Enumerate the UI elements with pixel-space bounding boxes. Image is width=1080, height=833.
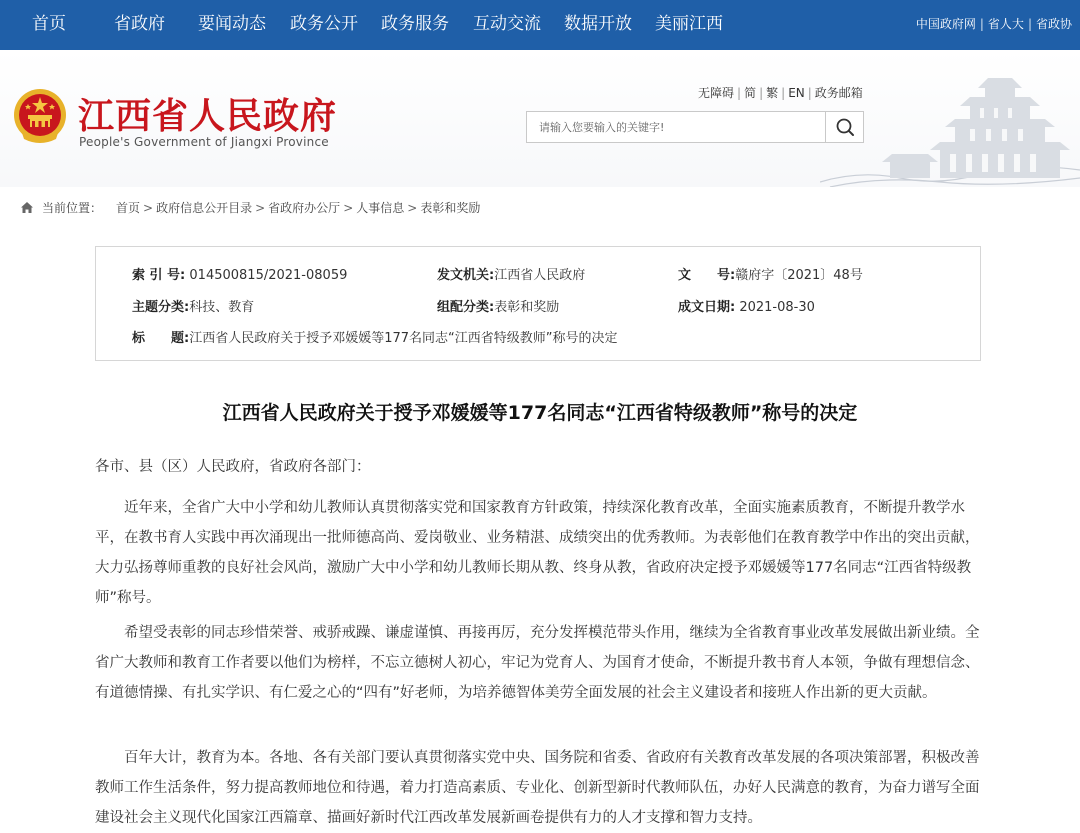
meta-issuer-value: 江西省人民政府 <box>494 268 586 283</box>
breadcrumb-item-office[interactable]: 省政府办公厅 <box>268 201 341 215</box>
meta-title <box>132 327 618 346</box>
meta-category-value: 表彰和奖励 <box>494 300 560 315</box>
breadcrumb-item-home[interactable]: 首页 <box>116 201 141 215</box>
nav-item-provincial-government[interactable]: 省政府 <box>114 14 165 34</box>
link-accessibility[interactable]: 无障碍 <box>698 86 735 100</box>
meta-topic-label: 主题分类: <box>132 300 190 315</box>
home-icon <box>20 201 34 214</box>
meta-topic <box>132 296 254 315</box>
breadcrumb: 当前位置： 首页 > 政府信息公开目录 > 省政府办公厅 > 人事信息 > 表彰和奖励 <box>20 199 480 216</box>
nav-item-home[interactable]: 首页 <box>32 14 66 34</box>
link-provincial-congress[interactable]: 省人大 <box>987 17 1024 31</box>
top-nav-bar <box>0 0 1080 50</box>
site-title[interactable]: 江西省人民政府 <box>78 96 338 137</box>
link-gov-mail[interactable]: 政务邮箱 <box>814 86 863 100</box>
meta-issuer-label: 发文机关: <box>437 268 495 283</box>
link-china-gov[interactable]: 中国政府网 <box>915 17 976 31</box>
article-paragraph-3: 百年大计，教育为本。各地、各有关部门要认真贯彻落实党中央、国务院和省委、省政府有关教育改革发展的各项决策部署，积极改善教师工作生活条件，努力提高教师地位和待遇，着力打造高素质、专业化、创新型新时代教师队伍，办好人民满意的教育，为奋力谱写全面建设社会主义现代化国家江西篇章、描画好新时代江西改革发展新画卷提供有力的人才支撑和智力支持。 <box>95 750 980 826</box>
link-provincial-cppcc[interactable]: 省政协 <box>1035 17 1072 31</box>
article-title: 江西省人民政府关于授予邓媛媛等177名同志“江西省特级教师”称号的决定 <box>222 402 858 424</box>
national-emblem-icon[interactable] <box>12 87 68 147</box>
site-subtitle: People's Government of Jiangxi Province <box>79 135 329 149</box>
nav-item-interaction[interactable]: 互动交流 <box>473 14 541 34</box>
meta-index <box>132 264 347 283</box>
meta-category <box>437 296 559 315</box>
article-paragraph-1: 近年来，全省广大中小学和幼儿教师认真贯彻落实党和国家教育方针政策，持续深化教育改革，全面实施素质教育，不断提升教学水平，在教书育人实践中再次涌现出一批师德高尚、爱岗敬业、业务精湛、成绩突出的优秀教师。为表彰他们在教育教学中作出的突出贡献，大力弘扬尊师重教的良好社会风尚，激励广大中小学和幼儿教师长期从教、终身从教，省政府决定授予邓媛媛等177名同志“江西省特级教师”称号。 <box>95 500 980 606</box>
link-english[interactable]: EN <box>788 86 805 100</box>
utility-links: 无障碍 | 简 | 繁 | EN | 政务邮箱 <box>698 86 863 100</box>
meta-title-label: 标 题: <box>132 331 190 346</box>
nav-item-beautiful-jiangxi[interactable]: 美丽江西 <box>655 14 723 34</box>
meta-docno-label: 文 号: <box>678 268 736 283</box>
meta-date <box>678 296 815 315</box>
breadcrumb-item-awards[interactable]: 表彰和奖励 <box>420 201 481 215</box>
nav-item-news[interactable]: 要闻动态 <box>198 14 266 34</box>
breadcrumb-item-catalog[interactable]: 政府信息公开目录 <box>156 201 253 215</box>
nav-item-open-data[interactable]: 数据开放 <box>564 14 632 34</box>
meta-issuer <box>437 264 585 283</box>
article-salutation: 各市、县（区）人民政府，省政府各部门： <box>95 459 371 475</box>
meta-category-label: 组配分类: <box>437 300 495 315</box>
nav-item-government-services[interactable]: 政务服务 <box>381 14 449 34</box>
meta-index-value: 014500815/2021-08059 <box>189 268 348 283</box>
meta-title-value: 江西省人民政府关于授予邓媛媛等177名同志“江西省特级教师”称号的决定 <box>189 331 618 346</box>
link-simplified[interactable]: 简 <box>744 86 757 100</box>
search-box <box>526 111 864 143</box>
document-meta-box <box>95 246 981 361</box>
meta-index-label: 索 引 号: <box>132 268 186 283</box>
article-paragraph-2: 希望受表彰的同志珍惜荣誉、戒骄戒躁、谦虚谨慎、再接再厉，充分发挥模范带头作用，继续为全省教育事业改革发展做出新业绩。全省广大教师和教育工作者要以他们为榜样，不忘立德树人初心，牢记为党育人、为国育才使命，不断提升教书育人本领，争做有理想信念、有道德情操、有扎实学识、有仁爱之心的“四有”好老师，为培养德智体美劳全面发展的社会主义建设者和接班人作出新的更大贡献。 <box>95 625 980 701</box>
meta-date-label: 成文日期: <box>678 300 736 315</box>
meta-docno <box>678 264 863 283</box>
top-external-links: 中国政府网 | 省人大 | 省政协 <box>915 17 1072 31</box>
meta-date-value: 2021-08-30 <box>739 300 815 315</box>
tengwang-pavilion-illustration <box>820 70 1080 187</box>
breadcrumb-item-personnel[interactable]: 人事信息 <box>356 201 405 215</box>
link-traditional[interactable]: 繁 <box>766 86 779 100</box>
breadcrumb-label: 当前位置： <box>42 201 103 215</box>
meta-topic-value: 科技、教育 <box>189 300 255 315</box>
search-input[interactable] <box>527 112 825 142</box>
meta-docno-value: 赣府字〔2021〕48号 <box>735 268 863 283</box>
nav-item-government-affairs[interactable]: 政务公开 <box>290 14 358 34</box>
site-header <box>0 50 1080 187</box>
